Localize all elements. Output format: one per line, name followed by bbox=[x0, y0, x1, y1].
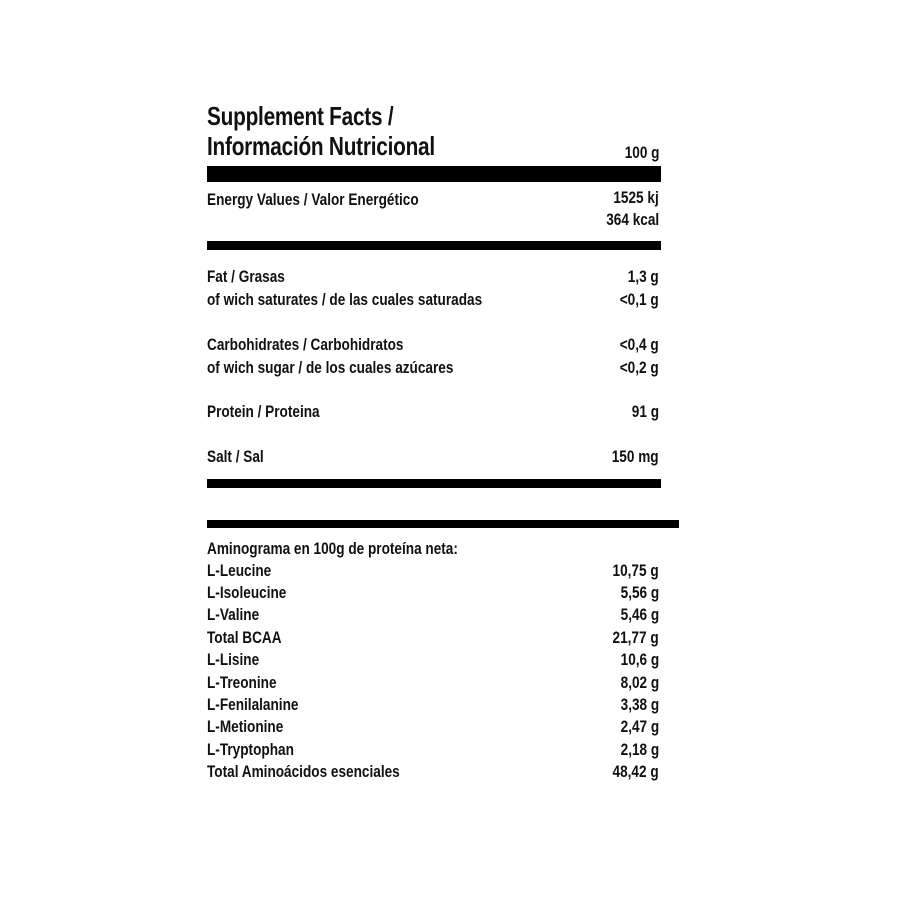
amino-value: 3,38 g bbox=[620, 695, 659, 714]
amino-value: 10,6 g bbox=[620, 650, 659, 669]
serving-size: 100 g bbox=[624, 143, 659, 162]
nutrient-value-carbohydrates: <0,4 g bbox=[620, 335, 659, 354]
nutrient-label-salt: Salt / Sal bbox=[207, 447, 264, 466]
nutrient-label-fat: Fat / Grasas bbox=[207, 267, 285, 286]
nutrient-label-sugar: of wich sugar / de los cuales azúcares bbox=[207, 358, 454, 377]
nutrient-label-saturates: of wich saturates / de las cuales saturadas bbox=[207, 290, 483, 309]
amino-label: L-Metionine bbox=[207, 717, 284, 736]
amino-value: 21,77 g bbox=[612, 628, 659, 647]
amino-label: Total BCAA bbox=[207, 628, 282, 647]
divider bbox=[207, 479, 661, 488]
nutrition-label bbox=[207, 0, 679, 900]
amino-label: L-Fenilalanine bbox=[207, 695, 299, 714]
nutrient-label-protein: Protein / Proteina bbox=[207, 402, 320, 421]
amino-value: 10,75 g bbox=[612, 561, 659, 580]
amino-label: L-Valine bbox=[207, 605, 260, 624]
amino-value: 5,56 g bbox=[620, 583, 659, 602]
nutrient-value-protein: 91 g bbox=[631, 402, 659, 421]
amino-value: 8,02 g bbox=[620, 673, 659, 692]
amino-label: L-Tryptophan bbox=[207, 740, 294, 759]
divider bbox=[207, 241, 661, 250]
title-line-2: Información Nutricional bbox=[207, 131, 435, 161]
amino-value: 48,42 g bbox=[612, 762, 659, 781]
amino-value: 2,18 g bbox=[620, 740, 659, 759]
title-line-1: Supplement Facts / bbox=[207, 101, 394, 131]
divider bbox=[207, 520, 679, 528]
amino-label: L-Treonine bbox=[207, 673, 277, 692]
aminogram-heading: Aminograma en 100g de proteína neta: bbox=[207, 539, 458, 558]
amino-label: L-Isoleucine bbox=[207, 583, 287, 602]
amino-value: 5,46 g bbox=[620, 605, 659, 624]
energy-label: Energy Values / Valor Energético bbox=[207, 190, 419, 209]
amino-label: L-Lisine bbox=[207, 650, 260, 669]
energy-kcal: 364 kcal bbox=[606, 210, 659, 229]
thick-divider bbox=[207, 166, 661, 182]
amino-label: Total Aminoácidos esenciales bbox=[207, 762, 400, 781]
energy-kj: 1525 kj bbox=[613, 188, 659, 207]
nutrient-label-carbohydrates: Carbohidrates / Carbohidratos bbox=[207, 335, 404, 354]
amino-label: L-Leucine bbox=[207, 561, 272, 580]
nutrient-value-fat: 1,3 g bbox=[628, 267, 659, 286]
nutrient-value-sugar: <0,2 g bbox=[620, 358, 659, 377]
nutrient-value-salt: 150 mg bbox=[612, 447, 659, 466]
amino-value: 2,47 g bbox=[620, 717, 659, 736]
nutrient-value-saturates: <0,1 g bbox=[620, 290, 659, 309]
